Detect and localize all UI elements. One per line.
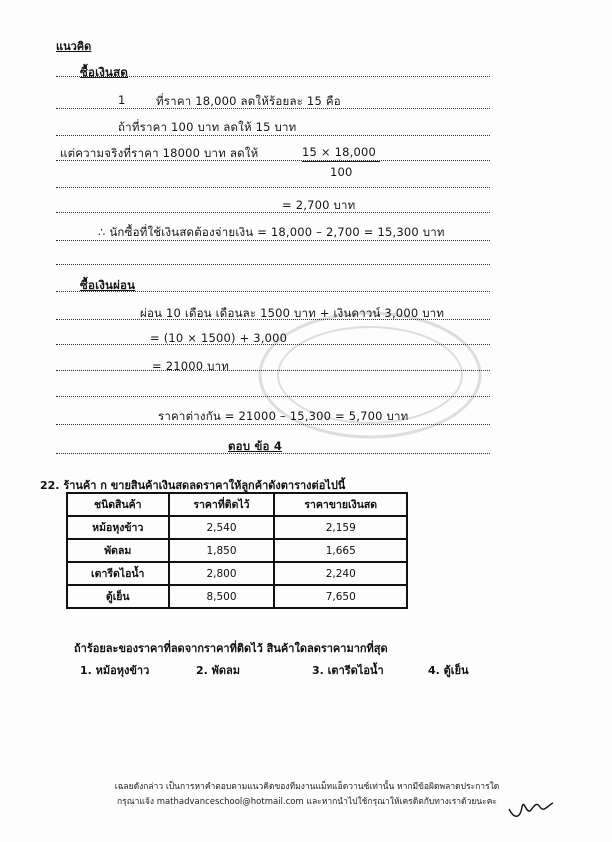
cash-fraction-denominator: 100: [330, 165, 353, 179]
price-table: [66, 492, 408, 609]
ruled-line: [56, 187, 490, 188]
installment-line-1: ผ่อน 10 เดือน เดือนละ 1500 บาท + เงินดาวน์ 3,000 บาท: [140, 306, 445, 320]
list-price: 1,850: [169, 539, 275, 562]
header-product: ชนิดสินค้า: [67, 493, 169, 516]
footer-line-1: เฉลยดังกล่าว เป็นการหาคำตอบตามแนวคิดของทีมงานแม็ทแอ็ดวานซ์เท่านั้น หากมีข้อผิดพลาดประการใด: [114, 782, 500, 792]
choice-2[interactable]: 2. พัดลม: [196, 664, 241, 677]
cash-price: 2,240: [274, 562, 407, 585]
product-name: เตารีดไอน้ำ: [67, 562, 169, 585]
installment-heading: ซื้อเงินผ่อน: [80, 278, 136, 292]
product-name: ตู้เย็น: [67, 585, 169, 608]
list-price: 2,540: [169, 516, 275, 539]
cash-marker: 1: [118, 93, 126, 107]
choice-3[interactable]: 3. เตารีดไอน้ำ: [312, 664, 384, 677]
table-header-row: [67, 493, 407, 516]
answer-line: ตอบ ข้อ 4: [228, 439, 283, 453]
cash-line-5: ∴ นักซื้อที่ใช้เงินสดต้องจ่ายเงิน = 18,000 – 2,700 = 15,300 บาท: [98, 225, 445, 239]
product-name: หม้อหุงข้าว: [67, 516, 169, 539]
cash-price: 2,159: [274, 516, 407, 539]
table-row: [67, 516, 407, 539]
installment-line-2: = (10 × 1500) + 3,000: [150, 331, 288, 345]
list-price: 8,500: [169, 585, 275, 608]
cash-heading: ซื้อเงินสด: [80, 65, 129, 79]
table-row: [67, 585, 407, 608]
table-row: [67, 539, 407, 562]
difference-line: ราคาต่างกัน = 21000 – 15,300 = 5,700 บาท: [158, 409, 409, 423]
cash-fraction-numerator: 15 × 18,000: [302, 145, 377, 159]
choice-4[interactable]: 4. ตู้เย็น: [428, 664, 469, 677]
solution-header: แนวคิด: [56, 40, 92, 53]
fraction-bar: [302, 161, 380, 162]
question-text: 22. ร้านค้า ก ขายสินค้าเงินสดลดราคาให้ลูกค้าดังตารางต่อไปนี้: [40, 479, 346, 492]
cash-line-1: ที่ราคา 18,000 ลดให้ร้อยละ 15 คือ: [156, 94, 341, 108]
cash-price: 1,665: [274, 539, 407, 562]
header-cash-price: ราคาขายเงินสด: [274, 493, 407, 516]
table-row: [67, 562, 407, 585]
question-prompt: ถ้าร้อยละของราคาที่ลดจากราคาที่ติดไว้ สินค้าใดลดราคามากที่สุด: [74, 642, 388, 655]
signature-icon: [506, 793, 556, 823]
cash-line-2: ถ้าที่ราคา 100 บาท ลดให้ 15 บาท: [118, 120, 297, 134]
cash-price: 7,650: [274, 585, 407, 608]
footer-note: [92, 780, 522, 810]
cash-line-3: แต่ความจริงที่ราคา 18000 บาท ลดให้: [60, 146, 259, 160]
ruled-line: [56, 212, 490, 213]
header-list-price: ราคาที่ติดไว้: [169, 493, 275, 516]
ruled-line: [56, 264, 490, 265]
installment-line-3: = 21000 บาท: [152, 359, 230, 373]
cash-line-4: = 2,700 บาท: [282, 198, 356, 212]
choice-1[interactable]: 1. หม้อหุงข้าว: [80, 664, 150, 677]
product-name: พัดลม: [67, 539, 169, 562]
footer-line-2: กรุณาแจ้ง mathadvanceschool@hotmail.com และหากนำไปใช้กรุณาให้เครดิตกับทางเราด้วยนะคะ: [117, 797, 497, 807]
list-price: 2,800: [169, 562, 275, 585]
